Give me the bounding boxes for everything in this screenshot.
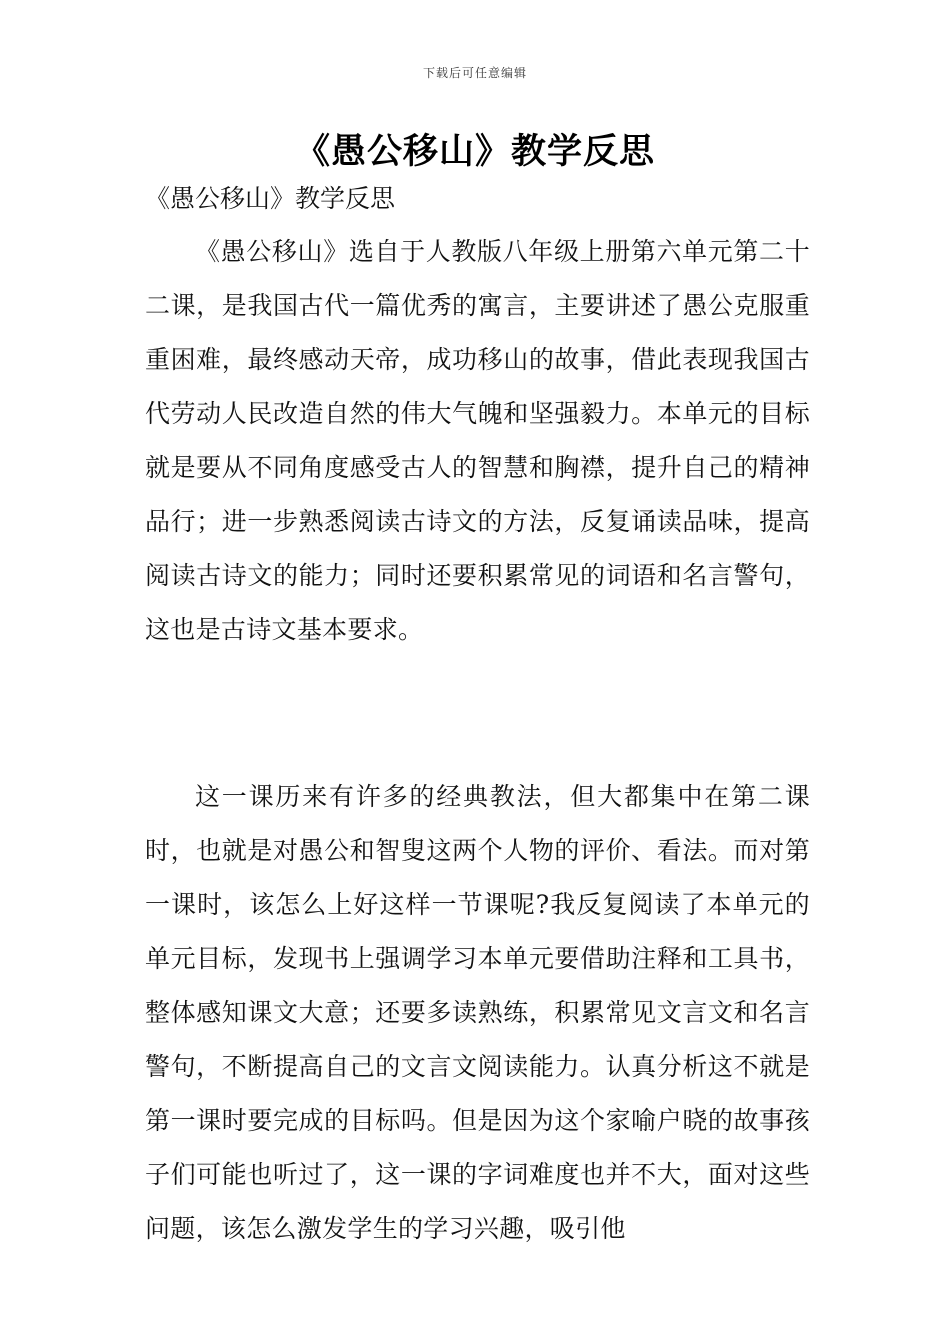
header-note: 下载后可任意编辑 — [422, 66, 527, 80]
body-paragraph: 《愚公移山》选自于人教版八年级上册第六单元第二十二课，是我国古代一篇优秀的寓言，主要讲述了愚公克服重重困难，最终感动天帝，成功移山的故事，借此表现我国古代劳动人民改造自然的伟大气魄和坚强毅力。本单元的目标就是要从不同角度感受古人的智慧和胸襟，提升自己的精神品行；进一步熟悉阅读古诗文的方法，反复诵读品味，提高阅读古诗文的能力；同时还要积累常见的词语和名言警句，这也是古诗文基本要求。 — [145, 237, 810, 644]
body-paragraph: 这一课历来有许多的经典教法，但大都集中在第二课时，也就是对愚公和智叟这两个人物的评价、看法。而对第一课时，该怎么上好这样一节课呢?我反复阅读了本单元的单元目标，发现书上强调学习本单元要借助注释和工具书，整体感知课文大意；还要多读熟练，积累常见文言文和名言警句，不断提高自己的文言文阅读能力。认真分析这不就是第一课时要完成的目标吗。但是因为这个家喻户晓的故事孩子们可能也听过了，这一课的字词难度也并不大，面对这些问题，该怎么激发学生的学习兴趣，吸引他 — [145, 782, 810, 1243]
document-title: 《愚公移山》教学反思 — [294, 132, 655, 172]
document-subtitle: 《愚公移山》教学反思 — [145, 184, 396, 213]
